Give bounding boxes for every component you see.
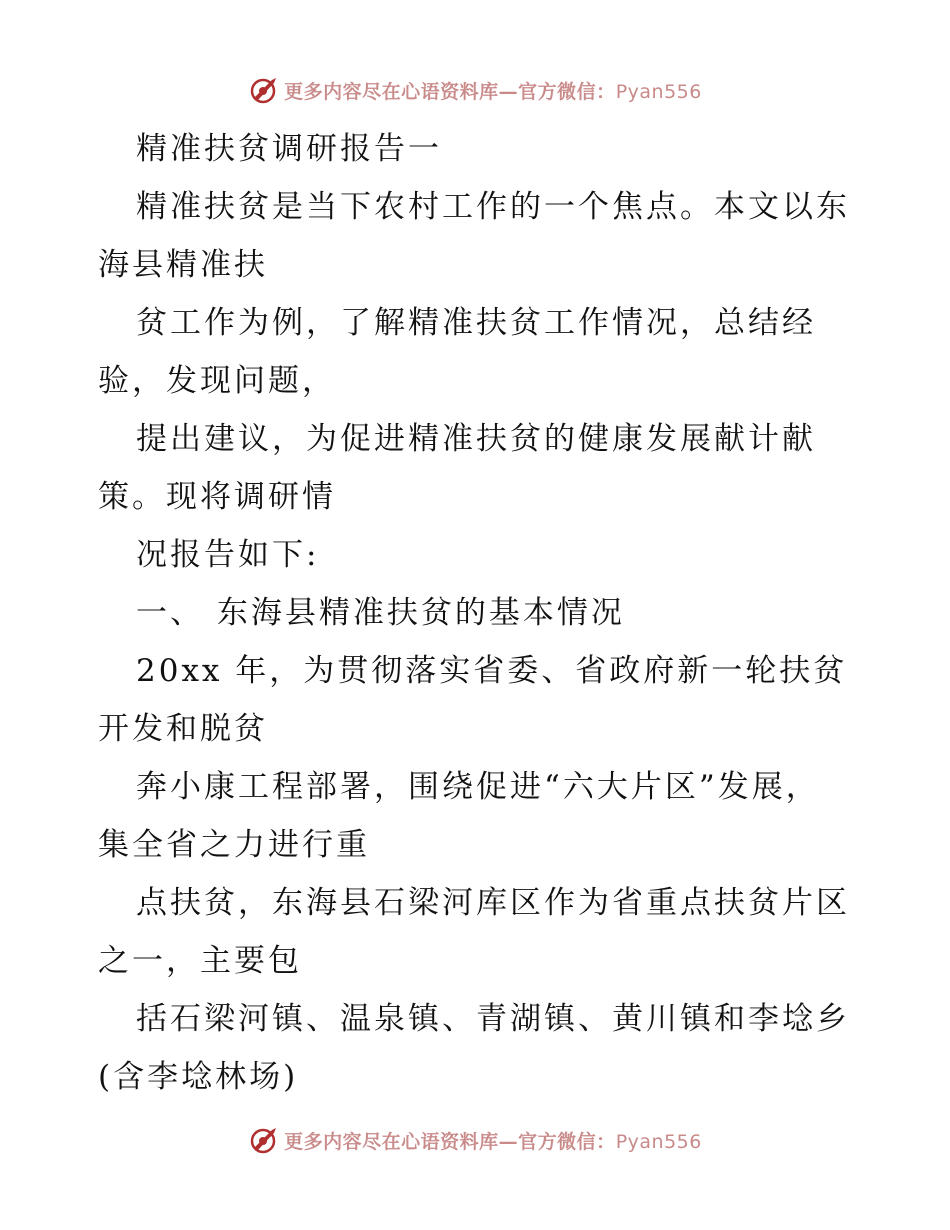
watermark-wechat-id: Pyan556 — [615, 1130, 702, 1153]
watermark-banner-bottom — [0, 1120, 950, 1160]
paragraph-line: 提出建议，为促进精准扶贫的健康发展献计献 — [136, 421, 816, 457]
watermark-group — [248, 74, 702, 106]
document-title: 精准扶贫调研报告一 — [136, 131, 442, 167]
paragraph-line: 精准扶贫是当下农村工作的一个焦点。本文以东 — [136, 189, 850, 225]
paragraph-line: 海县精准扶 — [98, 247, 268, 283]
watermark-dash: — — [498, 80, 519, 103]
watermark-banner-top — [0, 70, 950, 110]
watermark-text — [284, 1127, 702, 1154]
paragraph-line: 贫工作为例，了解精准扶贫工作情况，总结经 — [136, 305, 816, 341]
quill-logo-icon — [248, 1124, 280, 1156]
section-heading: 一、 东海县精准扶贫的基本情况 — [136, 595, 625, 631]
watermark-text — [284, 77, 702, 104]
paragraph-line: 开发和脱贫 — [98, 711, 268, 747]
watermark-group — [248, 1124, 702, 1156]
paragraph-line: 验，发现问题， — [98, 363, 336, 399]
quill-logo-icon — [248, 74, 280, 106]
paragraph-line: 之一，主要包 — [98, 943, 302, 979]
watermark-wechat-label: 官方微信： — [518, 80, 616, 103]
paragraph-line: 奔小康工程部署，围绕促进“六大片区”发展， — [136, 769, 820, 805]
watermark-main: 更多内容尽在心语资料库 — [284, 80, 499, 103]
watermark-dash: — — [498, 1130, 519, 1153]
paragraph-line: 策。现将调研情 — [98, 479, 336, 515]
paragraph-line: 点扶贫，东海县石梁河库区作为省重点扶贫片区 — [136, 885, 850, 921]
paragraph-line: 括石梁河镇、温泉镇、青湖镇、黄川镇和李埝乡 — [136, 1001, 850, 1037]
watermark-wechat-id: Pyan556 — [615, 80, 702, 103]
paragraph-line: 20xx 年，为贯彻落实省委、省政府新一轮扶贫 — [136, 653, 848, 689]
document-body — [98, 120, 858, 1106]
paragraph-line: 集全省之力进行重 — [98, 827, 370, 863]
paragraph-line: 况报告如下: — [136, 537, 320, 573]
watermark-main: 更多内容尽在心语资料库 — [284, 1130, 499, 1153]
paragraph-line: (含李埝林场) — [98, 1059, 299, 1095]
watermark-wechat-label: 官方微信： — [518, 1130, 616, 1153]
